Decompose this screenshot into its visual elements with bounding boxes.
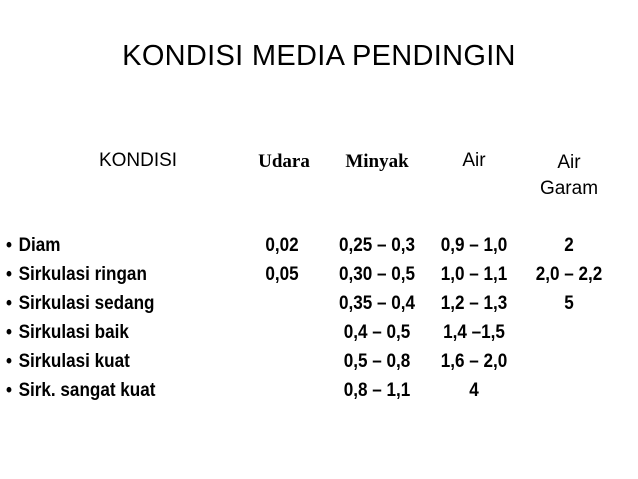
- row-label: • Sirkulasi sedang: [6, 293, 155, 314]
- row-label: • Sirk. sangat kuat: [6, 380, 156, 401]
- header-air-garam: [526, 150, 612, 202]
- header-air-garam-line2: Garam: [539, 178, 599, 199]
- row-label: • Sirkulasi ringan: [6, 264, 147, 285]
- bullet-icon: •: [6, 264, 12, 285]
- cell-air: 1,2 – 1,3: [440, 293, 508, 314]
- bullet-icon: •: [6, 322, 12, 343]
- cell-minyak: 0,30 – 0,5: [338, 264, 416, 285]
- cell-air: 1,6 – 2,0: [440, 351, 508, 372]
- cell-air-garam: 2,0 – 2,2: [535, 264, 603, 285]
- cell-udara: 0,05: [265, 264, 299, 285]
- header-minyak: Minyak: [345, 151, 409, 172]
- bullet-icon: •: [6, 235, 12, 256]
- cell-air: 0,9 – 1,0: [440, 235, 508, 256]
- bullet-icon: •: [6, 351, 12, 372]
- cell-minyak: 0,4 – 0,5: [343, 322, 411, 343]
- header-udara: Udara: [258, 151, 310, 172]
- cell-minyak: 0,25 – 0,3: [338, 235, 416, 256]
- cell-air: 4: [469, 380, 479, 401]
- row-label: • Sirkulasi baik: [6, 322, 129, 343]
- page-title: KONDISI MEDIA PENDINGIN: [122, 40, 516, 72]
- header-air-garam-line1: Air: [557, 152, 581, 173]
- cell-minyak: 0,35 – 0,4: [338, 293, 416, 314]
- cell-air-garam: 2: [564, 235, 574, 256]
- bullet-icon: •: [6, 293, 12, 314]
- cell-minyak: 0,5 – 0,8: [343, 351, 411, 372]
- cell-minyak: 0,8 – 1,1: [343, 380, 411, 401]
- row-label: • Sirkulasi kuat: [6, 351, 130, 372]
- cell-air: 1,0 – 1,1: [440, 264, 508, 285]
- header-air: Air: [462, 150, 486, 171]
- cell-air-garam: 5: [564, 293, 574, 314]
- bullet-icon: •: [6, 380, 12, 401]
- cell-air: 1,4 –1,5: [443, 322, 505, 343]
- cell-udara: 0,02: [265, 235, 299, 256]
- row-label: • Diam: [6, 235, 61, 256]
- header-kondisi: KONDISI: [98, 150, 178, 171]
